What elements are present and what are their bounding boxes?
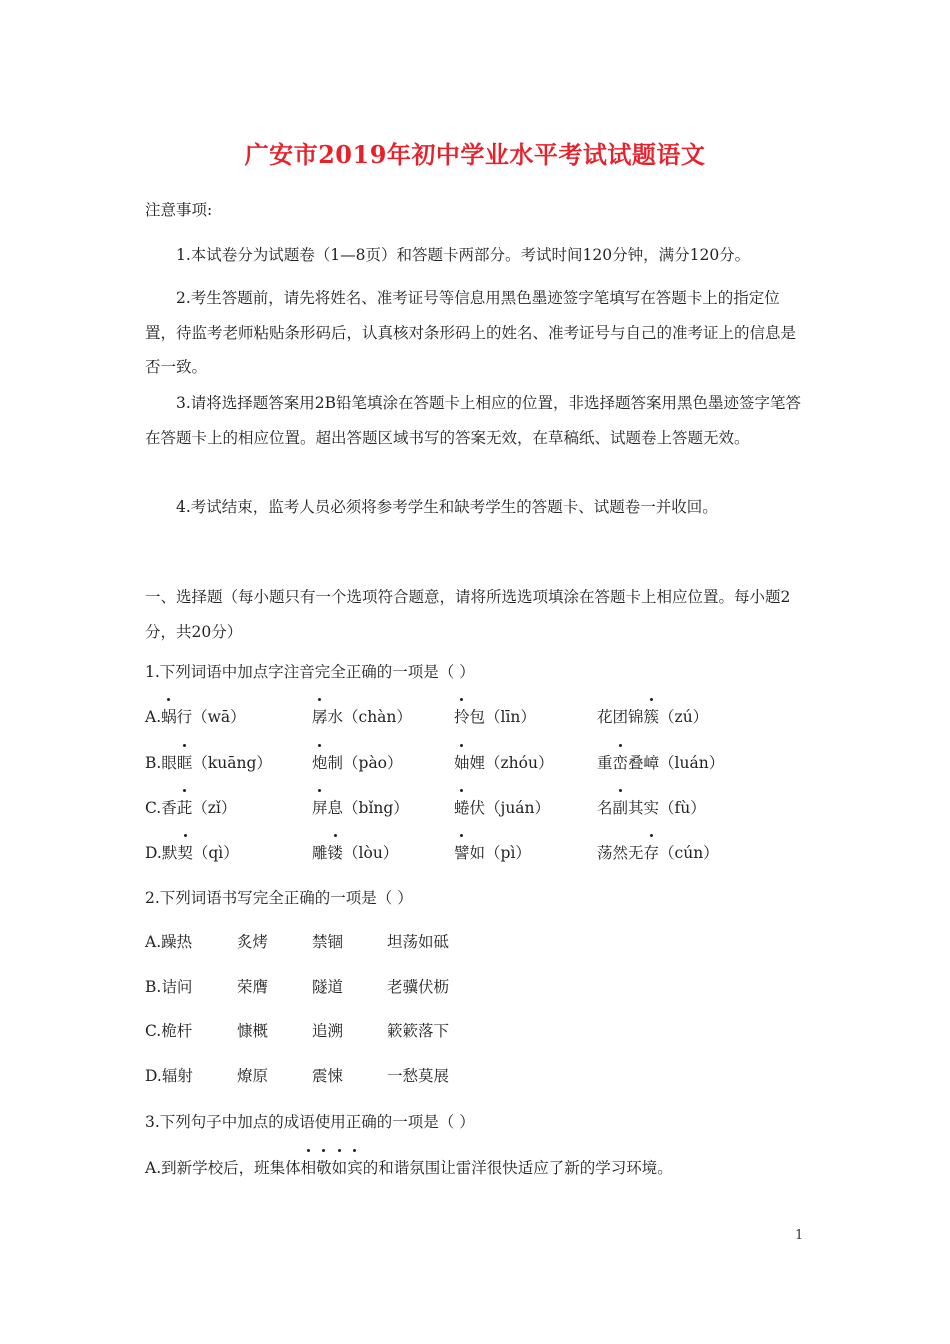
q2-option-item [237, 970, 268, 1004]
word-part: 伏（juán） [469, 799, 551, 817]
q3-option-a-dotted [301, 1159, 363, 1177]
section-1-heading: 一、选择题（每小题只有一个选项符合题意，请将所选选项填涂在答题卡上相应位置。每小题2分，共20分） [145, 588, 791, 641]
notice-heading: 注意事项: [145, 201, 213, 219]
word: 隧道 [312, 978, 344, 996]
q2-option-item [312, 925, 343, 959]
word-part: 其实（fù） [628, 799, 706, 817]
dotted-char: 契 [177, 836, 193, 870]
word: 坦荡如砥 [387, 933, 450, 951]
word: 震悚 [312, 1067, 344, 1085]
q1-option-item [145, 700, 246, 734]
q1-option-row [145, 836, 825, 870]
word-part: 名 [597, 799, 613, 817]
q1-option-item [312, 836, 398, 870]
q1-option-item [145, 746, 272, 780]
q1-option-item [312, 746, 403, 780]
word-part: （zú） [659, 708, 709, 726]
q1-option-item [312, 700, 412, 734]
q2-option-item [312, 1014, 343, 1048]
word-part: 眼 [161, 754, 177, 772]
dotted-char: 相 [301, 1151, 317, 1185]
notice-item-2-text: 2.考生答题前，请先将姓名、准考证号等信息用黑色墨迹签字笔填写在答题卡上的指定位置，待监考老师粘贴条形码后，认真核对条形码上的姓名、准考证号与自己的准考证上的信息是否一致。 [145, 289, 797, 376]
q3-stem: 3.下列句子中加点的成语使用正确的一项是（ ） [145, 1113, 475, 1131]
q1-option-item [454, 836, 531, 870]
dotted-char: 存 [644, 836, 660, 870]
option-label: D. [145, 1067, 162, 1085]
q2-option-item [312, 1059, 343, 1093]
option-label: B. [145, 978, 162, 996]
word-part: （qì） [192, 844, 239, 862]
word: 老骥伏枥 [387, 978, 450, 996]
q1-option-item [597, 700, 708, 734]
word: 诘问 [161, 978, 193, 996]
word-part: 默 [161, 844, 178, 862]
word-part: 娌（zhóu） [469, 754, 554, 772]
q1-option-row [145, 746, 825, 780]
q2-option-item [387, 1059, 449, 1093]
word-part: （lòu） [343, 844, 399, 862]
q1-option-item [454, 791, 550, 825]
q1-option-item [312, 791, 409, 825]
q1-option-row [145, 700, 825, 734]
option-label: D. [145, 844, 162, 862]
q2-option-item [237, 1014, 268, 1048]
q1-option-item [145, 836, 239, 870]
notice-item-2 [145, 281, 810, 385]
dotted-char: 宾 [347, 1151, 363, 1185]
dotted-char: 屏 [312, 791, 328, 825]
page-number: 1 [795, 1228, 804, 1243]
q2-option-item [387, 970, 449, 1004]
dotted-char: 譬 [454, 836, 470, 870]
word-part: 荡然无 [597, 844, 644, 862]
q2-option-item [312, 970, 343, 1004]
q1-option-row [145, 791, 825, 825]
q2-option-item [145, 970, 192, 1004]
word: 桅杆 [161, 1022, 193, 1040]
word-part: 重 [597, 754, 613, 772]
dotted-char: 眶 [177, 746, 193, 780]
dotted-char: 副 [613, 791, 629, 825]
notice-item-4 [145, 490, 810, 525]
q1-option-item [597, 746, 724, 780]
word-part: 花团锦 [597, 708, 644, 726]
q1-option-item [145, 791, 236, 825]
word-part: 包（līn） [469, 708, 536, 726]
q1-option-item [454, 700, 536, 734]
dotted-char: 敬 [316, 1151, 332, 1185]
word: 炙烤 [237, 933, 269, 951]
q1-option-item [597, 791, 706, 825]
notice-item-1-text: 1.本试卷分为试题卷（1—8页）和答题卡两部分。考试时间120分钟，满分120分。 [176, 246, 751, 264]
page-title: 广安市2019年初中学业水平考试试题语文 [244, 140, 706, 169]
word: 躁热 [161, 933, 193, 951]
word: 慷概 [237, 1022, 269, 1040]
option-label: C. [145, 1022, 162, 1040]
word: 燎原 [237, 1067, 269, 1085]
word-part: 香 [161, 799, 177, 817]
q2-option-row [145, 1014, 825, 1048]
word-part: （cún） [659, 844, 719, 862]
option-label: B. [145, 754, 162, 772]
word: 簌簌落下 [387, 1022, 450, 1040]
dotted-char: 镂 [328, 836, 344, 870]
q1-stem: 1.下列词语中加点字注音完全正确的一项是（ ） [145, 663, 475, 681]
word-part: （kuāng） [192, 754, 272, 772]
q2-option-item [237, 1059, 268, 1093]
q2-option-row [145, 970, 825, 1004]
q2-option-item [145, 925, 192, 959]
dotted-char: 孱 [312, 700, 328, 734]
q1-option-item [597, 836, 719, 870]
dotted-char: 如 [332, 1151, 348, 1185]
dotted-char: 茈 [177, 791, 193, 825]
word: 辐射 [161, 1067, 193, 1085]
notice-item-3 [145, 386, 810, 455]
dotted-char: 峦 [613, 746, 629, 780]
word: 禁锢 [312, 933, 344, 951]
q2-option-item [145, 1014, 192, 1048]
dotted-char: 炮 [312, 746, 328, 780]
word-part: 息（bǐng） [327, 799, 409, 817]
word-part: 叠嶂（luán） [628, 754, 725, 772]
notice-item-4-text: 4.考试结束，监考人员必须将参考学生和缺考学生的答题卡、试题卷一并收回。 [176, 498, 718, 516]
dotted-char: 蜗 [161, 700, 177, 734]
q3-option-a-post: 的和谐氛围让雷洋很快适应了新的学习环境。 [362, 1159, 673, 1177]
dotted-char: 拎 [454, 700, 470, 734]
dotted-char: 蜷 [454, 791, 470, 825]
word-part: 水（chàn） [327, 708, 412, 726]
q3-option-a-label: A. [145, 1159, 162, 1177]
option-label: C. [145, 799, 162, 817]
notice-item-1 [145, 238, 810, 273]
word-part: （zǐ） [192, 799, 237, 817]
notice-item-3-text: 3.请将选择题答案用2B铅笔填涂在答题卡上相应的位置，非选择题答案用黑色墨迹签字笔答在答题卡上的相应位置。超出答题区域书写的答案无效，在草稿纸、试题卷上答题无效。 [145, 394, 802, 447]
option-label: A. [145, 933, 162, 951]
word-part: 制（pào） [327, 754, 403, 772]
q2-option-item [145, 1059, 193, 1093]
q3-option-a-pre: 到新学校后，班集体 [161, 1159, 301, 1177]
word: 荣膺 [237, 978, 269, 996]
word: 一愁莫展 [387, 1067, 450, 1085]
q2-option-item [387, 925, 449, 959]
option-label: A. [145, 708, 162, 726]
q2-stem: 2.下列词语书写完全正确的一项是（ ） [145, 889, 413, 907]
word-part: 如（pì） [469, 844, 531, 862]
q1-option-item [454, 746, 553, 780]
word-part: 雕 [312, 844, 328, 862]
q2-option-item [237, 925, 268, 959]
q2-option-row [145, 1059, 825, 1093]
dotted-char: 簇 [644, 700, 660, 734]
q2-option-row [145, 925, 825, 959]
q3-option-a [145, 1151, 810, 1185]
word: 追溯 [312, 1022, 344, 1040]
word-part: 行（wā） [176, 708, 246, 726]
q2-option-item [387, 1014, 449, 1048]
dotted-char: 妯 [454, 746, 470, 780]
